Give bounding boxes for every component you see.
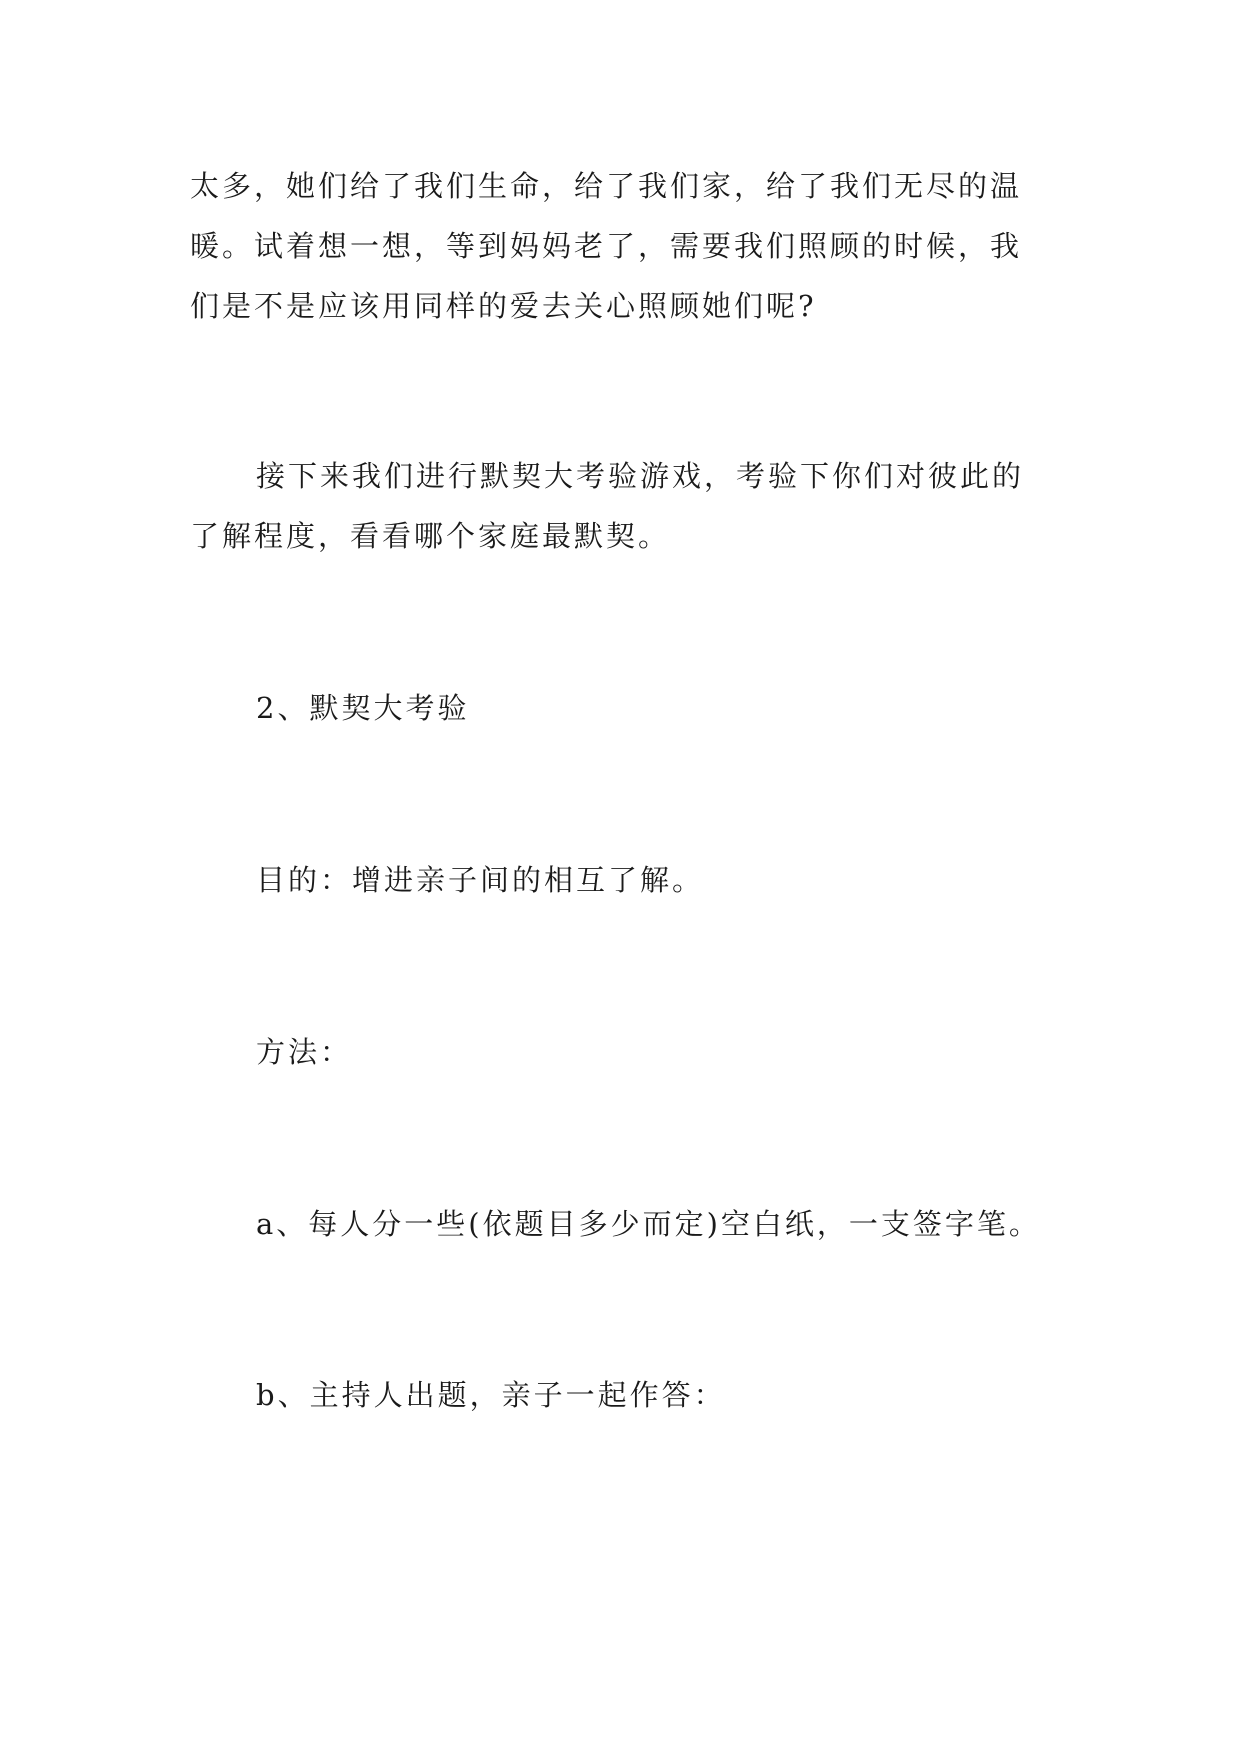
method-label: 方法：	[256, 1035, 353, 1069]
section-heading: 2、默契大考验	[256, 691, 470, 725]
paragraph-line: 接下来我们进行默契大考验游戏，考验下你们对彼此的	[256, 459, 1025, 493]
paragraph-line: 了解程度，看看哪个家庭最默契。	[190, 519, 671, 553]
purpose-text: 目的：增进亲子间的相互了解。	[256, 863, 705, 897]
paragraph-line: 们是不是应该用同样的爱去关心照顾她们呢?	[190, 289, 817, 323]
paragraph-line: 暖。试着想一想，等到妈妈老了，需要我们照顾的时候，我	[190, 229, 1023, 263]
step-a-text: a、每人分一些(依题目多少而定)空白纸，一支签字笔。	[256, 1207, 1041, 1241]
step-b-text: b、主持人出题，亲子一起作答：	[256, 1378, 726, 1412]
paragraph-line: 太多，她们给了我们生命，给了我们家，给了我们无尽的温	[190, 169, 1023, 203]
